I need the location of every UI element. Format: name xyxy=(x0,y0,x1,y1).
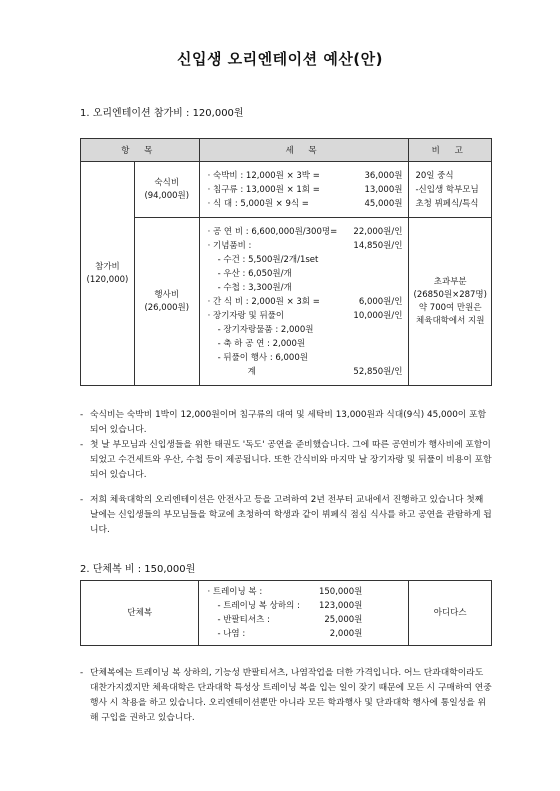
detail-line: - 뒤풀이 행사 : 6,000원 xyxy=(217,352,308,363)
subcategory-label: 행사비 xyxy=(154,289,180,300)
page-title: 신입생 오리엔테이션 예산(안) xyxy=(176,50,384,68)
detail-line: · 공 연 비 : 6,600,000원/300명= 22,000원/인 xyxy=(207,226,403,237)
detail-line: - 수첩 : 3,300원/개 xyxy=(217,282,292,293)
header-detail: 세 목 xyxy=(199,139,409,162)
main-category-cell xyxy=(81,162,135,386)
detail-line: · 식 대 : 5,000원 × 9식 = 45,000원 xyxy=(207,198,403,209)
detail-total-line: 계 52,850원/인 xyxy=(247,366,403,377)
brand-note-cell: 아디다스 xyxy=(409,581,492,646)
list-item: - 숙식비는 숙박비 1박이 12,000원이며 침구류의 대여 및 세탁비 13,000원과 식대(9식) 45,000이 포함되어 있습니다. xyxy=(80,410,487,435)
header-note: 비 고 xyxy=(409,139,492,162)
table-row xyxy=(81,218,492,386)
subcategory-cell xyxy=(134,162,199,218)
participation-fee-table xyxy=(80,138,492,386)
header-item: 항 목 xyxy=(81,139,200,162)
note-cell: 초과부분 (26850원×287명) 약 700여 만원은 체육대학에서 지원 xyxy=(409,218,492,386)
main-category-label: 참가비 xyxy=(95,261,120,272)
detail-line: - 수건 : 5,500원/2개/1set xyxy=(217,254,319,265)
subcategory-amount: (94,000원) xyxy=(144,190,190,201)
table-row xyxy=(81,162,492,218)
subcategory-cell xyxy=(134,218,199,386)
subcategory-label: 숙식비 xyxy=(154,177,180,188)
detail-line: - 우산 : 6,050원/개 xyxy=(217,268,292,279)
table-row xyxy=(81,581,492,646)
detail-cell xyxy=(199,162,409,218)
detail-cell xyxy=(199,218,409,386)
notes-list-1 xyxy=(80,408,492,538)
detail-cell xyxy=(199,581,409,646)
subcategory-amount: (26,000원) xyxy=(144,302,190,313)
detail-line: - 나염 : 2,000원 xyxy=(217,629,363,639)
uniform-label-cell: 단체복 xyxy=(81,581,199,646)
main-category-amount: (120,000) xyxy=(86,274,129,285)
list-item: - 첫 날 부모님과 신입생들을 위한 태권도 '독도' 공연을 준비했습니다. 그에 따른 공연비가 행사비에 포함이 되었고 수건세트와 우산, 수첩 등이 제공됩니다. 또한 간식비와 마지막 날 장기자랑 및 뒤풀이 비용이 포함되어 있습니다. xyxy=(80,440,492,480)
section-heading-1: 1. 오리엔테이션 참가비 : 120,000원 xyxy=(80,108,244,119)
list-item: - 저희 체육대학의 오리엔테이션은 안전사고 등을 고려하여 2년 전부터 교내에서 진행하고 있습니다 첫째 날에는 신입생들의 부모님들을 학교에 초청하여 학생과 같이 뷔페식 점심 식사를 하고 공연을 관람하게 됩니다. xyxy=(80,495,492,535)
detail-line: - 반팔티셔츠 : 25,000원 xyxy=(217,615,363,625)
uniform-fee-table xyxy=(80,580,492,646)
detail-line: · 트레이닝 복 : 150,000원 xyxy=(207,587,363,597)
list-item: - 단체복에는 트레이닝 복 상하의, 기능성 반팔티셔츠, 나염작업을 더한 가격입니다. 어느 단과대학이라도 대찬가지겠지만 체육대학은 단과대학 특성상 트레이닝 복을 입는 일이 잦기 때문에 모든 시 구매하여 연중행사 시 착용을 하고 있습니다. 오리엔테이션뿐만 아니라 모든 학과행사 및 단과대학 행사에 통일성을 위해 구입을 권하고 있습니다. xyxy=(80,668,492,723)
detail-line: · 숙박비 : 12,000원 × 3박 = 36,000원 xyxy=(207,170,403,181)
detail-line: · 장기자랑 및 뒤풀이 10,000원/인 xyxy=(207,310,403,321)
detail-line: - 트레이닝 복 상하의 : 123,000원 xyxy=(217,601,363,611)
detail-line: · 기념품비 : 14,850원/인 xyxy=(207,240,403,251)
detail-line: - 장기자랑물품 : 2,000원 xyxy=(217,324,314,335)
detail-line: - 축 하 공 연 : 2,000원 xyxy=(217,338,306,349)
detail-line: · 간 식 비 : 2,000원 × 3회 = 6,000원/인 xyxy=(207,296,403,307)
table-header-row xyxy=(81,139,492,162)
note-cell: 20일 중식 -신입생 학부모님 초청 뷔페식/특식 xyxy=(409,162,492,218)
section-heading-2: 2. 단체복 비 : 150,000원 xyxy=(80,564,196,575)
detail-line: · 침구류 : 13,000원 × 1회 = 13,000원 xyxy=(207,184,403,195)
notes-list-2 xyxy=(80,666,492,726)
